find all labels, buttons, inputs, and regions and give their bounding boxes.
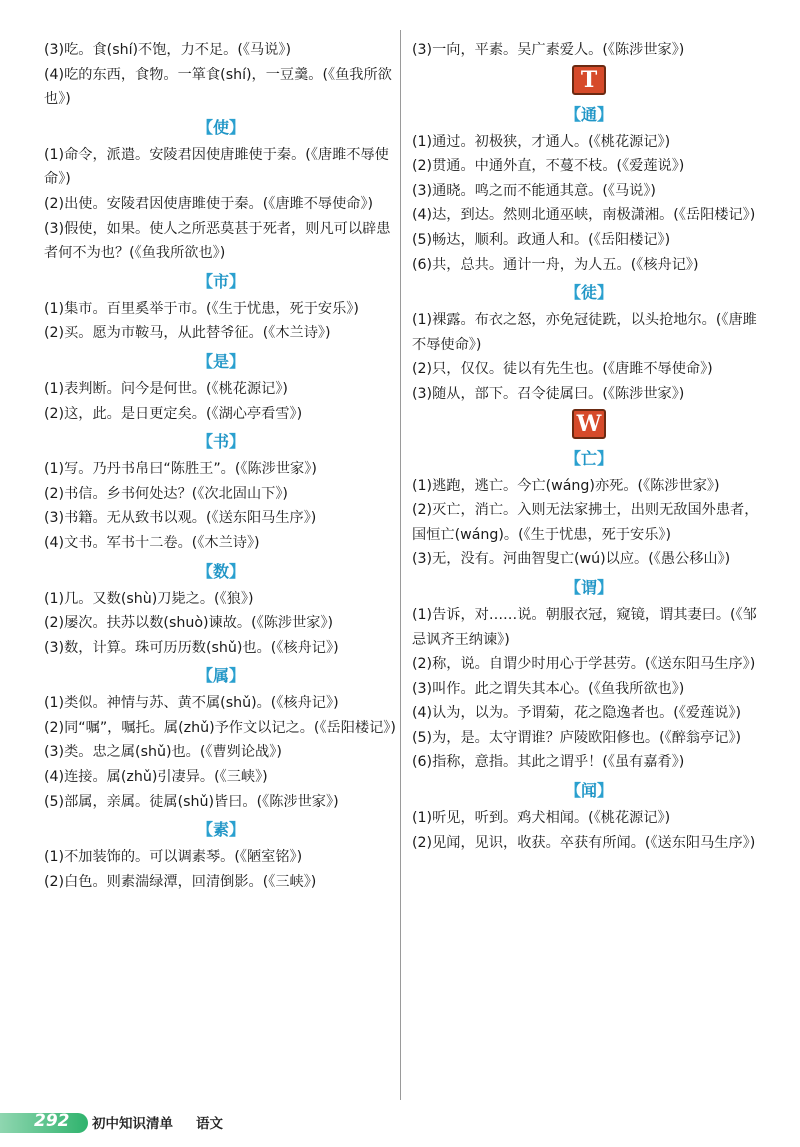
definition-entry: (3)无，没有。河曲智叟亡(wú)以应。(《愚公移山》) — [412, 551, 731, 568]
definition-entry: (5)部属，亲属。徒属(shǔ)皆曰。(《陈涉世家》) — [44, 793, 339, 810]
heading-character: 通 — [580, 104, 597, 124]
definition-entry: (2)称，说。自谓少时用心于学甚劳。(《送东阳马生序》) — [412, 656, 756, 673]
character-heading — [44, 663, 398, 689]
heading-character: 谓 — [580, 577, 597, 597]
heading-bracket-right: 】 — [229, 666, 246, 686]
heading-character: 闻 — [580, 781, 597, 801]
letter-badge: W — [572, 409, 606, 439]
heading-character: 市 — [212, 271, 229, 291]
heading-bracket-right: 】 — [229, 271, 246, 291]
heading-bracket-left: 【 — [564, 781, 581, 801]
heading-bracket-left: 【 — [196, 351, 213, 371]
heading-bracket-right: 】 — [229, 561, 246, 581]
definition-entry: (1)写。乃丹书帛曰“陈胜王”。(《陈涉世家》) — [44, 461, 317, 478]
character-heading — [44, 349, 398, 375]
definition-entry: (4)连接。属(zhǔ)引凄异。(《三峡》) — [44, 769, 268, 786]
heading-bracket-right: 】 — [597, 283, 614, 303]
character-heading — [412, 280, 766, 306]
definition-entry: (5)为，是。太守谓谁？庐陵欧阳修也。(《醉翁亭记》) — [412, 729, 742, 746]
heading-bracket-right: 】 — [597, 104, 614, 124]
definition-entry: (2)书信。乡书何处达？(《次北固山下》) — [44, 485, 288, 502]
definition-entry: (3)假使，如果。使人之所恶莫甚于死者，则凡可以辟患者何不为也？(《鱼我所欲也》) — [44, 220, 391, 262]
definition-entry: (2)买。愿为市鞍马，从此替爷征。(《木兰诗》) — [44, 325, 331, 342]
definition-entry: (2)只，仅仅。徒以有先生也。(《唐雎不辱使命》) — [412, 361, 713, 378]
subject-label: 语文 — [196, 1116, 223, 1132]
character-heading — [412, 778, 766, 804]
character-heading — [412, 102, 766, 128]
heading-bracket-left: 【 — [564, 283, 581, 303]
letter-badge: T — [572, 65, 606, 95]
heading-bracket-right: 】 — [229, 820, 246, 840]
heading-bracket-left: 【 — [196, 117, 213, 137]
heading-bracket-right: 】 — [229, 432, 246, 452]
heading-bracket-left: 【 — [196, 271, 213, 291]
column-divider — [400, 30, 401, 1100]
heading-bracket-left: 【 — [564, 104, 581, 124]
heading-bracket-right: 】 — [597, 577, 614, 597]
heading-character: 书 — [212, 432, 229, 452]
character-heading — [44, 429, 398, 455]
definition-entry: (2)灭亡，消亡。入则无法家拂士，出则无敌国外患者，国恒亡(wáng)。(《生于忧患，死于安乐》) — [412, 502, 759, 543]
heading-bracket-left: 【 — [196, 432, 213, 452]
heading-bracket-left: 【 — [196, 561, 213, 581]
definition-entry: (4)文书。军书十二卷。(《木兰诗》) — [44, 534, 260, 551]
character-heading — [412, 575, 766, 601]
character-heading — [44, 817, 398, 843]
definition-entry: (1)逃跑，逃亡。今亡(wáng)亦死。(《陈涉世家》) — [412, 477, 720, 494]
page-footer — [0, 1099, 800, 1147]
heading-bracket-right: 】 — [229, 351, 246, 371]
definition-entry: (1)裸露。布衣之怒，亦免冠徒跣，以头抢地尔。(《唐雎不辱使命》) — [412, 312, 757, 353]
definition-entry: (3)随从，部下。召令徒属曰。(《陈涉世家》) — [412, 385, 685, 402]
definition-entry: (3)类。忠之属(shǔ)也。(《曹刿论战》) — [44, 744, 282, 761]
page-number: 292 — [34, 1111, 70, 1131]
definition-entry: (1)几。又数(shù)刀毙之。(《狼》) — [44, 590, 254, 607]
definition-entry: (2)这，此。是日更定矣。(《湖心亭看雪》) — [44, 405, 303, 422]
heading-character: 数 — [212, 561, 229, 581]
definition-entry: (6)共，总共。通计一舟，为人五。(《核舟记》) — [412, 256, 699, 273]
letter-section-marker — [412, 65, 766, 99]
definition-entry: (4)认为，以为。予谓菊，花之隐逸者也。(《爱莲说》) — [412, 705, 742, 722]
definition-entry: (3)书籍。无从致书以观。(《送东阳马生序》) — [44, 510, 317, 527]
heading-character: 徒 — [580, 283, 597, 303]
character-heading — [44, 115, 398, 141]
heading-bracket-left: 【 — [564, 577, 581, 597]
definition-entry: (1)类似。神情与苏、黄不属(shǔ)。(《核舟记》) — [44, 695, 339, 712]
definition-entry: (2)见闻，见识，收获。卒获有所闻。(《送东阳马生序》) — [412, 834, 756, 851]
heading-character: 使 — [212, 117, 229, 137]
letter-section-marker — [412, 409, 766, 443]
heading-bracket-left: 【 — [564, 448, 581, 468]
heading-bracket-right: 】 — [597, 448, 614, 468]
definition-entry: (6)指称，意指。其此之谓乎！(《虽有嘉肴》) — [412, 754, 685, 771]
heading-character: 素 — [212, 820, 229, 840]
character-heading — [412, 446, 766, 472]
definition-entry: (4)吃的东西，食物。一箪食(shí)，一豆羹。(《鱼我所欲也》) — [44, 66, 392, 108]
definition-entry: (3)通晓。鸣之而不能通其意。(《马说》) — [412, 182, 656, 199]
definition-entry: (1)表判断。问今是何世。(《桃花源记》) — [44, 380, 288, 397]
definition-entry: (2)同“嘱”，嘱托。属(zhǔ)予作文以记之。(《岳阳楼记》) — [44, 719, 396, 736]
heading-character: 属 — [212, 666, 229, 686]
definition-entry: (2)白色。则素湍绿潭，回清倒影。(《三峡》) — [44, 873, 317, 890]
heading-bracket-right: 】 — [229, 117, 246, 137]
definition-entry: (2)屡次。扶苏以数(shuò)谏故。(《陈涉世家》) — [44, 615, 334, 632]
definition-entry: (3)一向，平素。吴广素爱人。(《陈涉世家》) — [412, 42, 685, 58]
definition-entry: (1)命令，派遣。安陵君因使唐雎使于秦。(《唐雎不辱使命》) — [44, 146, 389, 188]
definition-entry: (1)通过。初极狭，才通人。(《桃花源记》) — [412, 133, 671, 150]
book-title: 初中知识清单 — [92, 1116, 173, 1132]
left-column — [44, 38, 398, 894]
character-heading — [44, 559, 398, 585]
character-heading — [44, 269, 398, 295]
definition-entry: (2)贯通。中通外直，不蔓不枝。(《爱莲说》) — [412, 158, 685, 175]
heading-bracket-left: 【 — [196, 666, 213, 686]
definition-entry: (1)集市。百里奚举于市。(《生于忧患，死于安乐》) — [44, 300, 359, 317]
definition-entry: (5)畅达，顺利。政通人和。(《岳阳楼记》) — [412, 231, 671, 248]
definition-entry: (2)出使。安陵君因使唐雎使于秦。(《唐雎不辱使命》) — [44, 195, 374, 212]
definition-entry: (1)听见，听到。鸡犬相闻。(《桃花源记》) — [412, 810, 671, 827]
right-column — [412, 38, 766, 855]
definition-entry: (4)达，到达。然则北通巫峡，南极潇湘。(《岳阳楼记》) — [412, 207, 756, 224]
definition-entry: (1)告诉，对……说。朝服衣冠，窥镜，谓其妻曰。(《邹忌讽齐王纳谏》) — [412, 606, 757, 648]
heading-character: 是 — [212, 351, 229, 371]
heading-bracket-right: 】 — [597, 781, 614, 801]
definition-entry: (3)吃。食(shí)不饱，力不足。(《马说》) — [44, 42, 291, 58]
definition-entry: (3)数，计算。珠可历历数(shǔ)也。(《核舟记》) — [44, 639, 339, 656]
heading-bracket-left: 【 — [196, 820, 213, 840]
definition-entry: (1)不加装饰的。可以调素琴。(《陋室铭》) — [44, 849, 303, 866]
definition-entry: (3)叫作。此之谓失其本心。(《鱼我所欲也》) — [412, 680, 685, 697]
heading-character: 亡 — [580, 448, 597, 468]
